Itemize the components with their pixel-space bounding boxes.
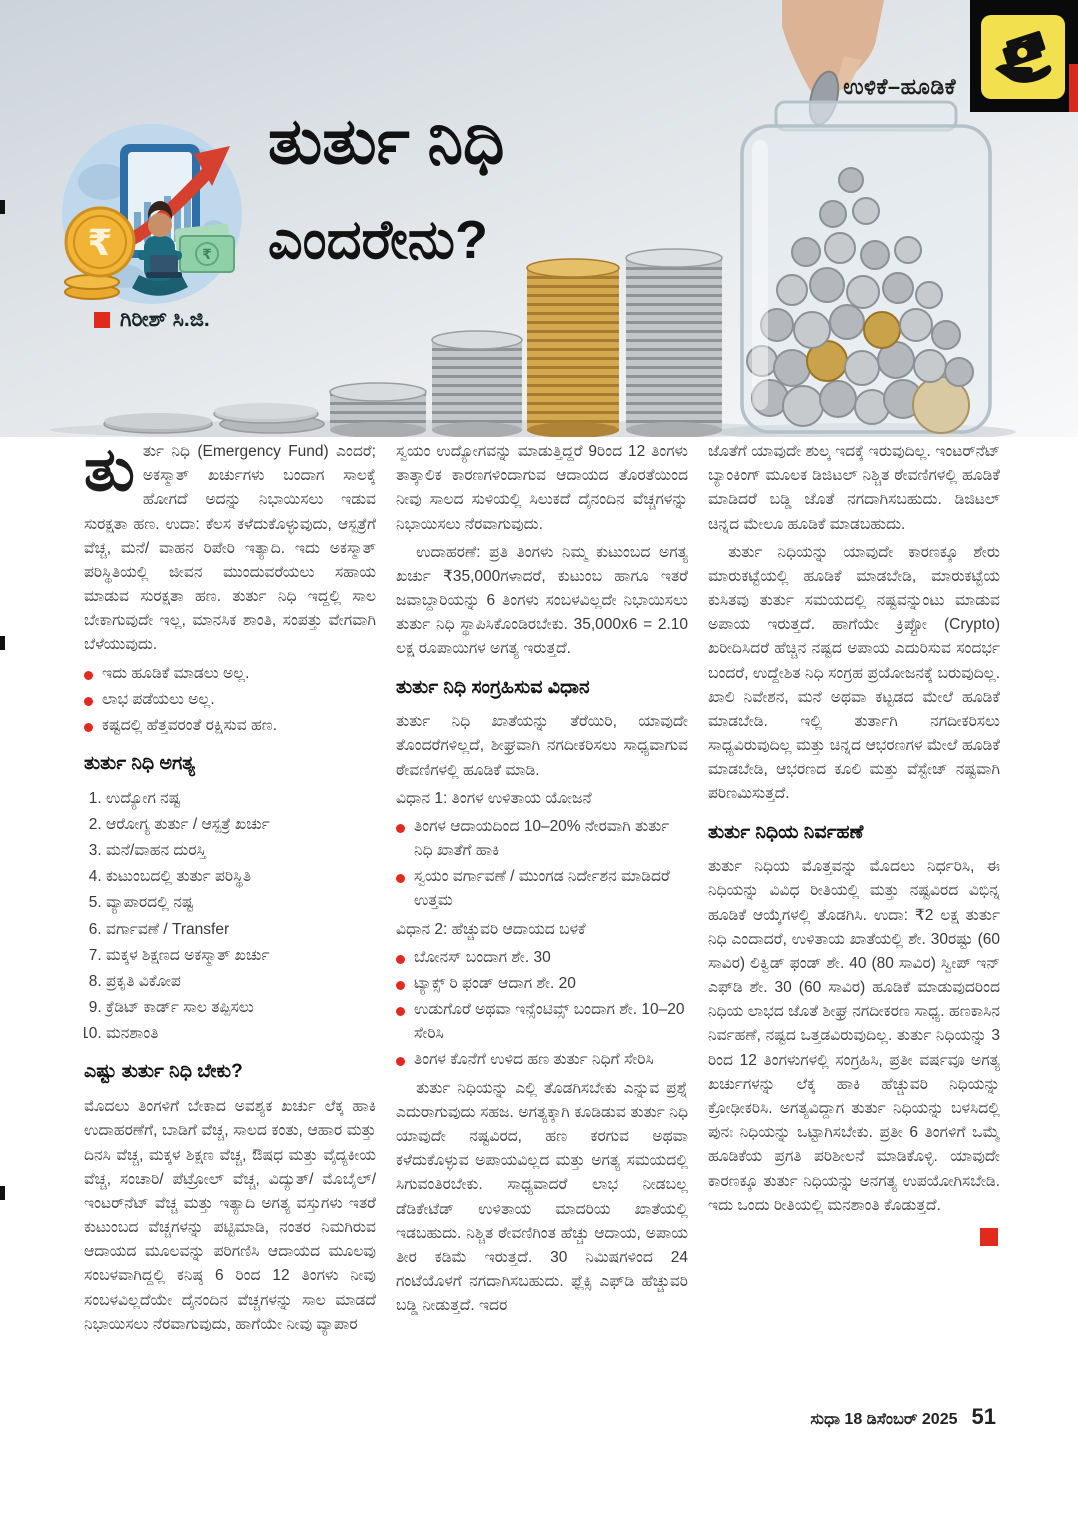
list-item: ಟ್ಯಾಕ್ಸ್ ರಿ ಫಂಡ್ ಆದಾಗ ಶೇ. 20 — [396, 972, 688, 996]
coin-stack-5 — [527, 259, 619, 437]
list-item: 9. ಕ್ರೆಡಿಟ್ ಕಾರ್ಡ್ ಸಾಲ ತಪ್ಪಿಸಲು — [106, 996, 376, 1020]
magazine-date: ಸುಧಾ 18 ಡಿಸೆಂಬರ್ 2025 — [810, 1411, 958, 1428]
section-badge — [970, 0, 1078, 112]
list-item: ಸ್ವಯಂ ವರ್ಗಾವಣೆ / ಮುಂಗಡ ನಿರ್ದೇಶನ ಮಾಡಿದರೆ ಉತ್ತಮ — [396, 865, 688, 913]
paragraph: ತುರ್ತು ನಿಧಿಯನ್ನು ಎಲ್ಲಿ ತೊಡಗಿಸಬೇಕು ಎನ್ನುವ ಪ್ರಶ್ನೆ ಎದುರಾಗುವುದು ಸಹಜ. ಅಗತ್ಯಕ್ಕಾಗಿ ಕೂಡಿಡುವ ತುರ್ತು ನಿಧಿ ಯಾವುದೇ ನಷ್ಟವಿರದ, ಹಣ ಕರಗುವ ಅಥವಾ ಕಳೆದುಕೊಳ್ಳುವ ಅಪಾಯವಿಲ್ಲದ ಮತ್ತು ಅಗತ್ಯ ಸಮಯದಲ್ಲಿ ಸಿಗುವಂತಿರಬೇಕು. ಸಾಧ್ಯವಾದರೆ ಲಾಭ ನೀಡಬಲ್ಲ ಡೆಡಿಕೇಟೆಡ್ ಉಳಿತಾಯ ಮಾದರಿಯ ಖಾತೆಯಲ್ಲಿ ಇಡಬಹುದು. ನಿಶ್ಚಿತ ಠೇವಣಿಗಿಂತ ಹೆಚ್ಚು ಆದಾಯ, ಅಪಾಯ ತೀರ ಕಡಿಮೆ ಇರುತ್ತದೆ. 30 ನಿಮಿಷಗಳಿಂದ 24 ಗಂಟೆಯೊಳಗೆ ನಗದಾಗಿಸಬಹುದು. ಫ್ಲೆಕ್ಸಿ ಎಫ್‌ಡಿ ಹೆಚ್ಚುವರಿ ಬಡ್ಡಿ ನೀಡುತ್ತದೆ. ಇದರ — [396, 1079, 688, 1315]
list-item: ಬೋನಸ್ ಬಂದಾಗ ಶೇ. 30 — [396, 946, 688, 970]
paragraph: ಸ್ವಯಂ ಉದ್ಯೋಗವನ್ನು ಮಾಡುತ್ತಿದ್ದರೆ 9ರಿಂದ 12 ತಿಂಗಳು ತಾತ್ಕಾಲಿಕ ಕಾರಣಗಳಿಂದಾಗುವ ಆದಾಯದ ತೊರತೆಯಿಂದ ನೀವು ಸಾಲದ ಸುಳಿಯಲ್ಲಿ ಸಿಲುಕದೆ ದೈನಂದಿನ ವೆಚ್ಚಗಳನ್ನು ನಿಭಾಯಿಸಲು ನೆರವಾಗುವುದು. — [396, 443, 688, 533]
money-bills — [174, 223, 234, 272]
list-item: 3. ಮನೆ/ವಾಹನ ದುರಸ್ತಿ — [106, 839, 376, 863]
list-item: 1. ಉದ್ಯೋಗ ನಷ್ಟ — [106, 787, 376, 811]
badge-background — [981, 15, 1065, 99]
page-title: ತುರ್ತು ನಿಧಿ — [268, 105, 505, 177]
edge-mark — [0, 1186, 5, 1200]
coin-stack-3 — [330, 383, 426, 437]
list-item: ಉಡುಗೊರೆ ಅಥವಾ ಇನ್ಸೆಂಟಿವ್ಸ್ ಬಂದಾಗ ಶೇ. 10–20 ಸೇರಿಸಿ — [396, 998, 688, 1046]
red-accent-bar — [1069, 64, 1078, 112]
paragraph: ಜೊತೆಗೆ ಯಾವುದೇ ಶುಲ್ಕ ಇದಕ್ಕೆ ಇರುವುದಿಲ್ಲ. ಇಂಟರ್‌ನೆಟ್ ಬ್ಯಾಂಕಿಂಗ್ ಮೂಲಕ ಡಿಜಿಟಲ್ ನಿಶ್ಚಿತ ಠೇವಣಿಗಳಲ್ಲಿ ಹೂಡಿಕೆ ಮಾಡಿದರೆ ಬಡ್ಡಿ ಜೊತೆ ನಗದಾಗಿಸಬಹುದು. ಡಿಜಿಟಲ್ ಚಿನ್ನದ ಮೇಲೂ ಹೂಡಿಕೆ ಮಾಡಬಹುದು. — [708, 443, 1000, 533]
list-item: 10. ಮನಶಾಂತಿ — [106, 1022, 376, 1046]
list-item: ಲಾಭ ಪಡೆಯಲು ಅಲ್ಲ. — [84, 688, 376, 712]
page-number: 51 — [971, 1404, 996, 1429]
paragraph: ತುರ್ತು ನಿಧಿ ಖಾತೆಯನ್ನು ತೆರೆಯಿರಿ, ಯಾವುದೇ ತೊಂದರೆಗಳಿಲ್ಲದೆ, ಶೀಘ್ರವಾಗಿ ನಗದೀಕರಿಸಲು ಸಾಧ್ಯವಾಗುವ ಠೇವಣಿಗಳಲ್ಲಿ ಹೂಡಿಕೆ ಮಾಡಿ. — [396, 713, 688, 779]
list-item: 4. ಕುಟುಂಬದಲ್ಲಿ ತುರ್ತು ಪರಿಸ್ಥಿತಿ — [106, 865, 376, 889]
list-item: ತಿಂಗಳ ಕೊನೆಗೆ ಉಳಿದ ಹಣ ತುರ್ತು ನಿಧಿಗೆ ಸೇರಿಸಿ — [396, 1048, 688, 1072]
list-item: 7. ಮಕ್ಕಳ ಶಿಕ್ಷಣದ ಅಕಸ್ಮಾತ್ ಖರ್ಚು — [106, 944, 376, 968]
category-label: ಉಳಿಕೆ–ಹೂಡಿಕೆ — [843, 74, 956, 99]
method1-title: ವಿಧಾನ 1: ತಿಂಗಳ ಉಳಿತಾಯ ಯೋಜನೆ — [396, 789, 592, 807]
intro-paragraph: ತುರ್ತು ನಿಧಿ (Emergency Fund) ಎಂದರೆ; ಅಕಸ್ಮಾತ್ ಖರ್ಚುಗಳು ಬಂದಾಗ ಸಾಲಕ್ಕೆ ಹೋಗದೆ ಅದನ್ನು ನಿಭಾಯಿಸಲು ಇಡುವ ಸುರಕ್ಷತಾ ಹಣ. ಉದಾ: ಕೆಲಸ ಕಳೆದುಕೊಳ್ಳುವುದು, ಆಸ್ಪತ್ರೆಗೆ ವೆಚ್ಚ, ಮನೆ/ ವಾಹನ ರಿಪೇರಿ ಇತ್ಯಾದಿ. ಇದು ಅಕಸ್ಮಾತ್ ಪರಿಸ್ಥಿತಿಯಲ್ಲಿ ಜೀವನ ಮುಂದುವರೆಯಲು ಸಹಾಯ ಮಾಡುವ ಸುರಕ್ಷತಾ ಹಣ. ತುರ್ತು ನಿಧಿ ಇದ್ದಲ್ಲಿ ಸಾಲ ಬೇಕಾಗುವುದೇ ಇಲ್ಲ, ಮಾನಸಿಕ ಶಾಂತಿ, ಸಂಪತ್ತು ವೇಗವಾಗಿ ಬೆಳೆಯುವುದು. — [84, 440, 376, 654]
edge-mark — [0, 200, 5, 214]
author-name: ಗಿರೀಶ್ ಸಿ.ಜಿ. — [120, 308, 210, 331]
heading-howmuch: ಎಷ್ಟು ತುರ್ತು ನಿಧಿ ಬೇಕು? — [84, 1061, 243, 1083]
author-bullet — [94, 312, 110, 328]
list-item: ಕಷ್ಟದಲ್ಲಿ ಹೆತ್ತವರಂತೆ ರಕ್ಷಿಸುವ ಹಣ. — [84, 714, 376, 738]
list-item: 5. ವ್ಯಾಪಾರದಲ್ಲಿ ನಷ್ಟ — [106, 891, 376, 915]
paragraph: ಮೊದಲು ತಿಂಗಳಿಗೆ ಬೇಕಾದ ಅವಶ್ಯಕ ಖರ್ಚು ಲೆಕ್ಕ ಹಾಕಿ ಉದಾಹರಣೆಗೆ, ಬಾಡಿಗೆ ವೆಚ್ಚ, ಸಾಲದ ಕಂತು, ಆಹಾರ ಮತ್ತು ದಿನಸಿ ವೆಚ್ಚ, ಮಕ್ಕಳ ಶಿಕ್ಷಣ ವೆಚ್ಚ, ಔಷಧ ಮತ್ತು ವೈದ್ಯಕೀಯ ವೆಚ್ಚ, ಸಂಚಾರಿ/ ಪೆಟ್ರೋಲ್ ವೆಚ್ಚ, ವಿದ್ಯುತ್/ ಮೊಬೈಲ್/ ಇಂಟರ್‌ನೆಟ್ ವೆಚ್ಚ ಮತ್ತು ಇತ್ಯಾದಿ ಅಗತ್ಯ ವಸ್ತುಗಳು ಇತರೆ ಕುಟುಂಬದ ವೆಚ್ಚಗಳನ್ನು ಪಟ್ಟಿಮಾಡಿ, ನಂತರ ನಿಮಗಿರುವ ಆದಾಯದ ಮೂಲವನ್ನು ಪರಿಗಣಿಸಿ ಆದಾಯದ ಮೂಲವು ಸಂಬಳವಾಗಿದ್ದಲ್ಲಿ ಕನಿಷ್ಠ 6 ರಿಂದ 12 ತಿಂಗಳು ನೀವು ಸಂಬಳವಿಲ್ಲದೆಯೇ ದೈನಂದಿನ ವೆಚ್ಚಗಳನ್ನು ಸಾಲ ಮಾಡದೆ ನಿಭಾಯಿಸಲು ನೆರವಾಗುವುದು, ಹಾಗೆಯೇ ನೀವು ವ್ಯಾಪಾರ — [84, 1098, 376, 1333]
article-body — [84, 440, 1000, 1392]
coin-stack-2 — [214, 403, 324, 433]
paragraph: ತುರ್ತು ನಿಧಿಯ ಮೊತ್ತವನ್ನು ಮೊದಲು ನಿರ್ಧರಿಸಿ, ಈ ನಿಧಿಯನ್ನು ವಿವಿಧ ರೀತಿಯಲ್ಲಿ ಮತ್ತು ನಷ್ಟವಿರದ ವಿಭಿನ್ನ ಹೂಡಿಕೆ ಆಯ್ಕೆಗಳಲ್ಲಿ ತೊಡಗಿಸಿ. ಉದಾ: ₹2 ಲಕ್ಷ ತುರ್ತು ನಿಧಿ ಎಂದಾದರೆ, ಉಳಿತಾಯ ಖಾತೆಯಲ್ಲಿ ಶೇ. 30ರಷ್ಟು (60 ಸಾವಿರ) ಲಿಕ್ವಿಡ್ ಫಂಡ್ ಶೇ. 40 (80 ಸಾವಿರ) ಸ್ವೀಪ್ ಇನ್ ಎಫ್‌ಡಿ ಶೇ. 30 (60 ಸಾವಿರ) ಹೂಡಿಕೆ ಮಾಡುವುದರಿಂದ ನಿಧಿಯ ಲಾಭದ ಜೊತೆ ಶೀಘ್ರ ನಗದೀಕರಣ ಸಾಧ್ಯ. ಹಣಕಾಸಿನ ನಿರ್ವಹಣೆ, ನಷ್ಟದ ಒತ್ತಡವಿರುವುದಿಲ್ಲ. ತುರ್ತು ನಿಧಿಯನ್ನು 3 ರಿಂದ 12 ತಿಂಗಳುಗಳಲ್ಲಿ ಸಂಗ್ರಹಿಸಿ, ಪ್ರತೀ ವರ್ಷವೂ ಅಗತ್ಯ ಖರ್ಚುಗಳನ್ನು ಲೆಕ್ಕ ಹಾಕಿ ಹೆಚ್ಚುವರಿ ನಿಧಿಯನ್ನು ಕ್ರೋಢೀಕರಿಸಿ. ಅಗತ್ಯವಿದ್ದಾಗ ತುರ್ತು ನಿಧಿಯನ್ನು ಬಳಸಿದಲ್ಲಿ ಪುನಃ ನಿಧಿಯನ್ನು ಒಟ್ಟಾಗಿಸಬೇಕು. ಪ್ರತೀ 6 ತಿಂಗಳಿಗೆ ಒಮ್ಮೆ ಹೂಡಿಕೆಯ ಪ್ರಗತಿ ಪರಿಶೀಲನೆ ಮಾಡಿಕೊಳ್ಳಿ. ಯಾವುದೇ ಕಾರಣಕ್ಕೂ ತುರ್ತು ನಿಧಿಯನ್ನು ಅನಗತ್ಯ ಉಪಯೋಗಿಸಬೇಡಿ. ಇದು ಒಂದು ರೀತಿಯಲ್ಲಿ ಮನಶಾಂತಿ ಕೊಡುತ್ತದೆ. — [708, 858, 1000, 1214]
list-item: 2. ಆರೋಗ್ಯ ತುರ್ತು / ಆಸ್ಪತ್ರೆ ಖರ್ಚು — [106, 813, 376, 837]
list-item: ತಿಂಗಳ ಆದಾಯದಿಂದ 10–20% ನೇರವಾಗಿ ತುರ್ತು ನಿಧಿ ಖಾತೆಗೆ ಹಾಕಿ — [396, 815, 688, 863]
svg-text:₹: ₹ — [87, 223, 113, 264]
list-item: 6. ವರ್ಗಾವಣೆ / Transfer — [106, 918, 376, 942]
note-bullet-list — [84, 662, 376, 739]
list-item: ಇದು ಹೂಡಿಕೆ ಮಾಡಲು ಅಲ್ಲ. — [84, 662, 376, 686]
finance-illustration — [62, 124, 242, 304]
hero-photo-area — [0, 0, 1078, 437]
method2-list — [396, 946, 688, 1073]
coin-stack-4 — [432, 331, 522, 437]
svg-text:₹: ₹ — [202, 247, 212, 263]
paragraph: ತುರ್ತು ನಿಧಿಯನ್ನು ಯಾವುದೇ ಕಾರಣಕ್ಕೂ ಶೇರು ಮಾರುಕಟ್ಟೆಯಲ್ಲಿ ಹೂಡಿಕೆ ಮಾಡಬೇಡಿ, ಮಾರುಕಟ್ಟೆಯ ಕುಸಿತವು ತುರ್ತು ಸಮಯದಲ್ಲಿ ನಷ್ಟವನ್ನುಂಟು ಮಾಡುವ ಅಪಾಯ ಇರುತ್ತದೆ. ಹಾಗೆಯೇ ಕ್ರಿಪ್ಟೋ (Crypto) ಖರೀದಿಸಿದರೆ ಹೆಚ್ಚಿನ ನಷ್ಟದ ಅಪಾಯ ಎದುರಿಸುವ ಸಂದರ್ಭ ಬಂದರೆ, ಉದ್ದೇಶಿತ ನಿಧಿ ಸಂಗ್ರಹ ಪ್ರಯೋಜನಕ್ಕೆ ಬರುವುದಿಲ್ಲ. ಖಾಲಿ ನಿವೇಶನ, ಮನೆ ಅಥವಾ ಕಟ್ಟಡದ ಮೇಲೆ ಹೂಡಿಕೆ ಮಾಡಬೇಡಿ. ಇಲ್ಲಿ ತುರ್ತಾಗಿ ನಗದೀಕರಿಸಲು ಸಾಧ್ಯವಿರುವುದಿಲ್ಲ ಮತ್ತು ಚಿನ್ನದ ಆಭರಣಗಳ ಮೇಲೆ ಹೂಡಿಕೆ ಮಾಡಬೇಡಿ, ಆಭರಣದ ಕೂಲಿ ಮತ್ತು ವೆಸ್ಟೇಜ್ ನಷ್ಟವಾಗಿ ಪರಿಣಮಿಸುತ್ತದೆ. — [708, 543, 1000, 803]
paragraph: ಉದಾಹರಣೆ: ಪ್ರತಿ ತಿಂಗಳು ನಿಮ್ಮ ಕುಟುಂಬದ ಅಗತ್ಯ ಖರ್ಚು ₹35,000ಗಳಾದರೆ, ಕುಟುಂಬ ಹಾಗೂ ಇತರೆ ಜವಾಬ್ದಾರಿಯನ್ನು 6 ತಿಂಗಳು ಸಂಬಳವಿಲ್ಲದೇ ನಿಭಾಯಿಸಲು ತುರ್ತು ನಿಧಿ ಸ್ಥಾಪಿಸಿಕೊಂಡಿರಬೇಕು. 35,000x6 = 2.10 ಲಕ್ಷ ರೂಪಾಯಿಗಳ ಅಗತ್ಯ ಇರುತ್ತದೆ. — [396, 543, 688, 658]
column-2 — [396, 440, 688, 1392]
hand-money-icon — [991, 25, 1055, 89]
method1-list — [396, 815, 688, 914]
article-end-mark — [980, 1228, 998, 1246]
coin-jar — [742, 102, 990, 433]
method2-title: ವಿಧಾನ 2: ಹೆಚ್ಚುವರಿ ಆದಾಯದ ಬಳಕೆ — [396, 920, 586, 938]
page-subtitle: ಎಂದರೇನು? — [268, 210, 488, 270]
coin-stack-1 — [104, 413, 212, 433]
column-1 — [84, 440, 376, 1392]
edge-mark — [0, 636, 5, 650]
coin-stack-6 — [626, 249, 722, 437]
heading-need: ತುರ್ತು ನಿಧಿ ಅಗತ್ಯ — [84, 753, 195, 775]
drop-cap: ತು — [84, 440, 135, 503]
heading-manage: ತುರ್ತು ನಿಧಿಯ ನಿರ್ವಹಣೆ — [708, 821, 864, 843]
list-item: 8. ಪ್ರಕೃತಿ ವಿಕೋಪ — [106, 970, 376, 994]
column-3 — [708, 440, 1000, 1392]
reasons-list — [84, 787, 376, 1047]
byline — [94, 308, 210, 332]
page-footer — [810, 1404, 996, 1430]
heading-method: ತುರ್ತು ನಿಧಿ ಸಂಗ್ರಹಿಸುವ ವಿಧಾನ — [396, 676, 590, 698]
